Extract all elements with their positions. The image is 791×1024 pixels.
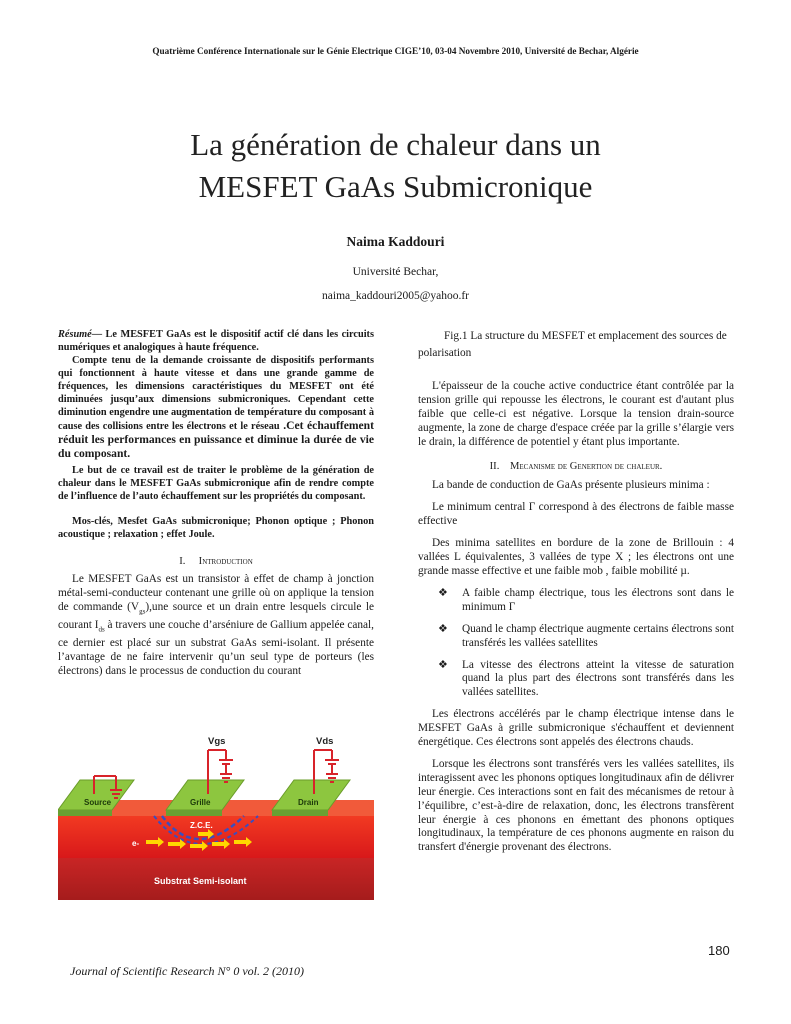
abstract-p2: Compte tenu de la demande croissante de dispositifs performants qui fonctionnent à haute vitesse et dans une grande gamme de fréquences, les dimensions caractéristiques du MESFET ont été diminuées jusqu’aux dimensions submicroniques. Cependant cette diminution engendre une augmentation de température du composant à cause des collisions entre les électrons et le réseau .Cet échauffement réduit les performances en puissance et diminue la durée de vie du composant. [58, 355, 374, 460]
abstract-p1: Résumé— Le MESFET GaAs est le dispositif actif clé dans les circuits numériques et analogiques à haute fréquence. [58, 329, 374, 353]
paragraph-accel: Les électrons accélérés par le champ électrique intense dans le MESFET GaAs à grille submicronique s'échauffent et deviennent énergétique. Ces électrons sont appelés des électrons chauds. [418, 708, 734, 749]
diamond-bullet-icon: ❖ [438, 586, 448, 599]
intro-paragraph: Le MESFET GaAs est un transistor à effet de champ à jonction métal-semi-conducteur contenant une grille où on applique la tension de commande $(V_{gs}),une$ source et un drain entre lesquels circule le courant $I_{ds}$ à travers une couche d’arséniure de Gallium appelée canal, ce dernier est placé sur un substrat GaAs semi-isolant. Il présente l’avantage de ne faire intervenir qu’un seul type de porteurs (les électrons) dans le processus de conduction du courant [58, 572, 374, 677]
list-item: ❖ Quand le champ électrique augmente certains électrons sont transférés les vallées satellites [438, 622, 734, 649]
right-column [418, 328, 734, 855]
bullet-list [418, 587, 734, 700]
paragraph-epaisseur: L'épaisseur de la couche active conductrice étant contrôlée par la tension grille qui repousse les électrons, le courant est d'autant plus faible que celle-ci est négative. Lorsque la tension drain-source augmente, la zone de charge d'espace créée par la grille s’élargie vers le drain, la différence de potentiel y étant plus importante. [418, 380, 734, 448]
author-name: Naima Kaddouri [346, 234, 445, 249]
paragraph-satellites: Des minima satellites en bordure de la zone de Brillouin : 4 vallées L équivalentes, 3 vallées de type X ; les électrons ont une grande masse effective et une faible mob , faible mobilité µ. [418, 537, 734, 577]
paper-title [0, 124, 791, 208]
paragraph-bande: La bande de conduction de GaAs présente plusieurs minima : [432, 479, 710, 492]
abstract-label: Résumé [58, 329, 92, 340]
diamond-bullet-icon: ❖ [438, 622, 448, 635]
substrate-label: Substrat Semi-isolant [154, 876, 247, 886]
grille-label: Grille [190, 798, 211, 807]
journal-footer: Journal of Scientific Research N° 0 vol. 2 (2010) [70, 964, 304, 978]
left-column [58, 328, 374, 679]
section-number: II. [489, 460, 500, 472]
list-item: ❖ A faible champ électrique, tous les électrons sont dans le minimum Γ [438, 586, 734, 613]
list-item: ❖ La vitesse des électrons atteint la vitesse de saturation quand la plus part des électrons sont transférés dans les vallées satellites. [438, 658, 734, 699]
gate-contact-side [166, 810, 222, 816]
title-line-1: La génération de chaleur dans un [190, 127, 601, 162]
affiliation: Université Bechar, [352, 266, 439, 278]
title-line-2: MESFET GaAs Submicronique [198, 169, 593, 204]
section-title: Mecanisme de Genertion de chaleur. [509, 460, 663, 472]
source-label: Source [84, 798, 112, 807]
zce-label: Z.C.E. [190, 821, 213, 830]
affiliation-block [0, 260, 791, 308]
section-title: Introduction [198, 556, 253, 567]
author-email: naima_kaddouri2005@yahoo.fr [322, 290, 469, 302]
drain-contact-side [272, 810, 328, 816]
section-heading-2 [418, 460, 734, 474]
abstract [58, 328, 374, 503]
diamond-bullet-icon: ❖ [438, 658, 448, 671]
section-number: I. [179, 556, 186, 567]
abstract-p3: Le but de ce travail est de traiter le problème de la génération de chaleur dans le MESFET GaAs submicronique afin de rendre compte de l’influence de l’auto échauffement sur les propriétés du composant. [58, 465, 374, 502]
section-heading-1 [58, 555, 374, 569]
page-number: 180 [708, 943, 730, 958]
keywords: Mos-clés, Mesfet GaAs submicronique; Phonon optique ; Phonon acoustique ; relaxation ; effet Joule. [58, 516, 374, 540]
vgs-label: Vgs [208, 736, 226, 747]
conference-header: Quatrième Conférence Internationale sur le Génie Electrique CIGE’10, 03-04 Novembre 2010, Université de Bechar, Algérie [152, 46, 639, 56]
drain-label: Drain [298, 798, 319, 807]
paragraph-minimum: Le minimum central Γ correspond à des électrons de faible masse effective [418, 501, 734, 528]
vds-label: Vds [316, 736, 334, 747]
mesfet-figure [58, 732, 374, 912]
active-layer [58, 816, 374, 858]
source-contact-side [58, 810, 112, 816]
paragraph-phonons: Lorsque les électrons sont transférés vers les vallées satellites, ils interagissent avec les phonons optiques longitudinaux afin de délivrer leur énergie. Ces interactions sont en fait des mécanismes de retour à l’équilibre, c’est-à-dire de relaxation, donc, les électrons transfèrent leur énergie à ces phonons en émettant des phonons optiques longitudinaux, la température de ces phonons augmente en raison du transfert d'énergie provenant des électrons. [418, 757, 734, 854]
electron-label: e- [132, 839, 140, 848]
figure-caption: Fig.1 La structure du MESFET et emplacement des sources de polarisation [418, 330, 727, 359]
